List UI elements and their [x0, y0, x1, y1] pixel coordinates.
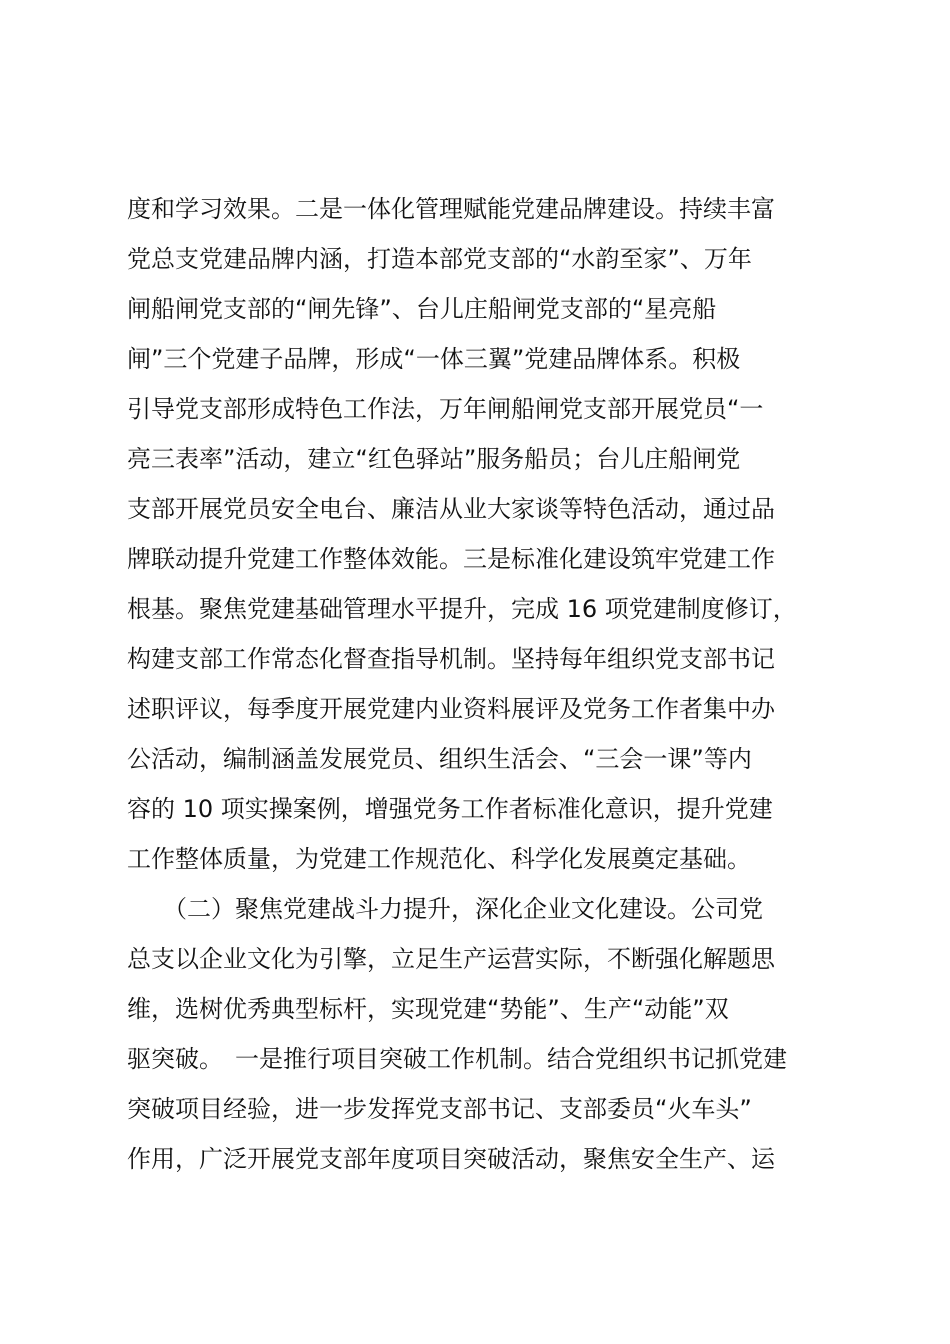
text-line-16: 总支以企业文化为引擎，立足生产运营实际，不断强化解题思 — [127, 945, 775, 973]
text-line-17: 维，选树优秀典型标杆，实现党建“势能”、生产“动能”双 — [127, 995, 729, 1023]
text-line-3: 闸船闸党支部的“闸先锋”、台儿庄船闸党支部的“星亮船 — [127, 295, 717, 323]
text-line-5: 引导党支部形成特色工作法，万年闸船闸党支部开展党员“一 — [127, 395, 764, 423]
text-line-14: 工作整体质量，为党建工作规范化、科学化发展奠定基础。 — [127, 845, 751, 873]
text-line-1: 度和学习效果。二是一体化管理赋能党建品牌建设。持续丰富 — [127, 195, 775, 223]
text-line-6: 亮三表率”活动，建立“红色驿站”服务船员；台儿庄船闸党 — [127, 445, 741, 473]
text-line-10: 构建支部工作常态化督查指导机制。坚持每年组织党支部书记 — [127, 645, 775, 673]
text-line-20: 作用，广泛开展党支部年度项目突破活动，聚焦安全生产、运 — [127, 1145, 775, 1173]
text-line-18: 驱突破。 一是推行项目突破工作机制。结合党组织书记抓党建 — [127, 1045, 787, 1073]
text-line-9: 根基。聚焦党建基础管理水平提升，完成 16 项党建制度修订， — [127, 595, 797, 623]
text-line-8: 牌联动提升党建工作整体效能。三是标准化建设筑牢党建工作 — [127, 545, 775, 573]
text-line-4: 闸”三个党建子品牌，形成“一体三翼”党建品牌体系。积极 — [127, 345, 741, 373]
text-line-13: 容的 10 项实操案例，增强党务工作者标准化意识，提升党建 — [127, 795, 773, 823]
text-line-11: 述职评议，每季度开展党建内业资料展评及党务工作者集中办 — [127, 695, 775, 723]
text-line-2: 党总支党建品牌内涵，打造本部党支部的“水韵至家”、万年 — [127, 245, 752, 273]
text-line-19: 突破项目经验，进一步发挥党支部书记、支部委员“火车头” — [127, 1095, 752, 1123]
text-line-15: （二）聚焦党建战斗力提升，深化企业文化建设。公司党 — [127, 895, 763, 923]
text-line-12: 公活动，编制涵盖发展党员、组织生活会、“三会一课”等内 — [127, 745, 752, 773]
document-body — [127, 184, 857, 1184]
text-line-7: 支部开展党员安全电台、廉洁从业大家谈等特色活动，通过品 — [127, 495, 775, 523]
